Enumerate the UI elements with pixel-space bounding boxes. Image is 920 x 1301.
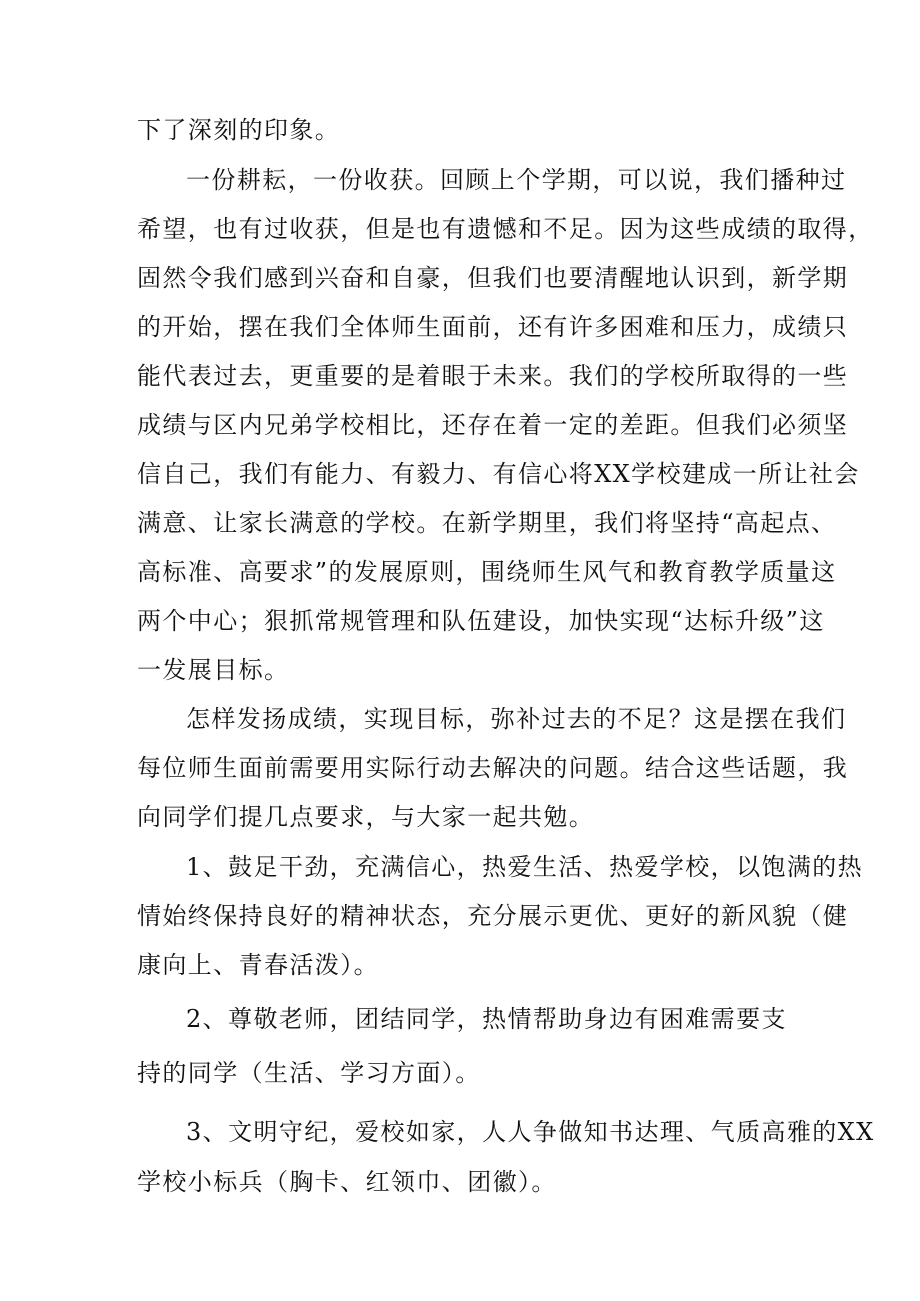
- text-line-7: 成绩与区内兄弟学校相比，还存在着一定的差距。但我们必须坚: [137, 411, 849, 439]
- text-line-18: 康向上、青春活泼）。: [137, 951, 379, 979]
- text-line-2: 一份耕耘，一份收获。回顾上个学期，可以说，我们播种过: [186, 166, 847, 194]
- text-line-21: 3、文明守纪，爱校如家，人人争做知书达理、气质高雅的XX: [186, 1118, 875, 1146]
- text-line-17: 情始终保持良好的精神状态，充分展示更优、更好的新风貌（健: [137, 902, 849, 930]
- text-line-15: 向同学们提几点要求，与大家一起共勉。: [137, 803, 595, 831]
- text-line-16: 1、鼓足干劲，充满信心，热爱生活、热爱学校，以饱满的热: [186, 853, 864, 881]
- text-line-3: 希望，也有过收获，但是也有遗憾和不足。因为这些成绩的取得，: [137, 215, 874, 243]
- text-line-10: 高标准、高要求”的发展原则，围绕师生风气和教育教学质量这: [137, 558, 837, 586]
- text-line-4: 固然令我们感到兴奋和自豪，但我们也要清醒地认识到，新学期: [137, 264, 849, 292]
- text-line-9: 满意、让家长满意的学校。在新学期里，我们将坚持“高起点、: [137, 509, 837, 537]
- text-line-20: 持的同学（生活、学习方面）。: [137, 1059, 481, 1087]
- text-line-5: 的开始，摆在我们全体师生面前，还有许多困难和压力，成绩只: [137, 313, 849, 341]
- text-line-1: 下了深刻的印象。: [137, 116, 341, 144]
- text-line-12: 一发展目标。: [137, 656, 290, 684]
- text-line-22: 学校小标兵（胸卡、红领巾、团徽）。: [137, 1168, 557, 1196]
- text-line-11: 两个中心；狠抓常规管理和队伍建设，加快实现“达标升级”这: [137, 607, 825, 635]
- text-line-6: 能代表过去，更重要的是着眼于未来。我们的学校所取得的一些: [137, 362, 849, 390]
- text-line-19: 2、尊敬老师，团结同学，热情帮助身边有困难需要支: [186, 1005, 787, 1033]
- text-line-8: 信自己，我们有能力、有毅力、有信心将XX学校建成一所让社会: [137, 460, 860, 488]
- text-line-13: 怎样发扬成绩，实现目标，弥补过去的不足？这是摆在我们: [186, 705, 847, 733]
- text-line-14: 每位师生面前需要用实际行动去解决的问题。结合这些话题，我: [137, 754, 849, 782]
